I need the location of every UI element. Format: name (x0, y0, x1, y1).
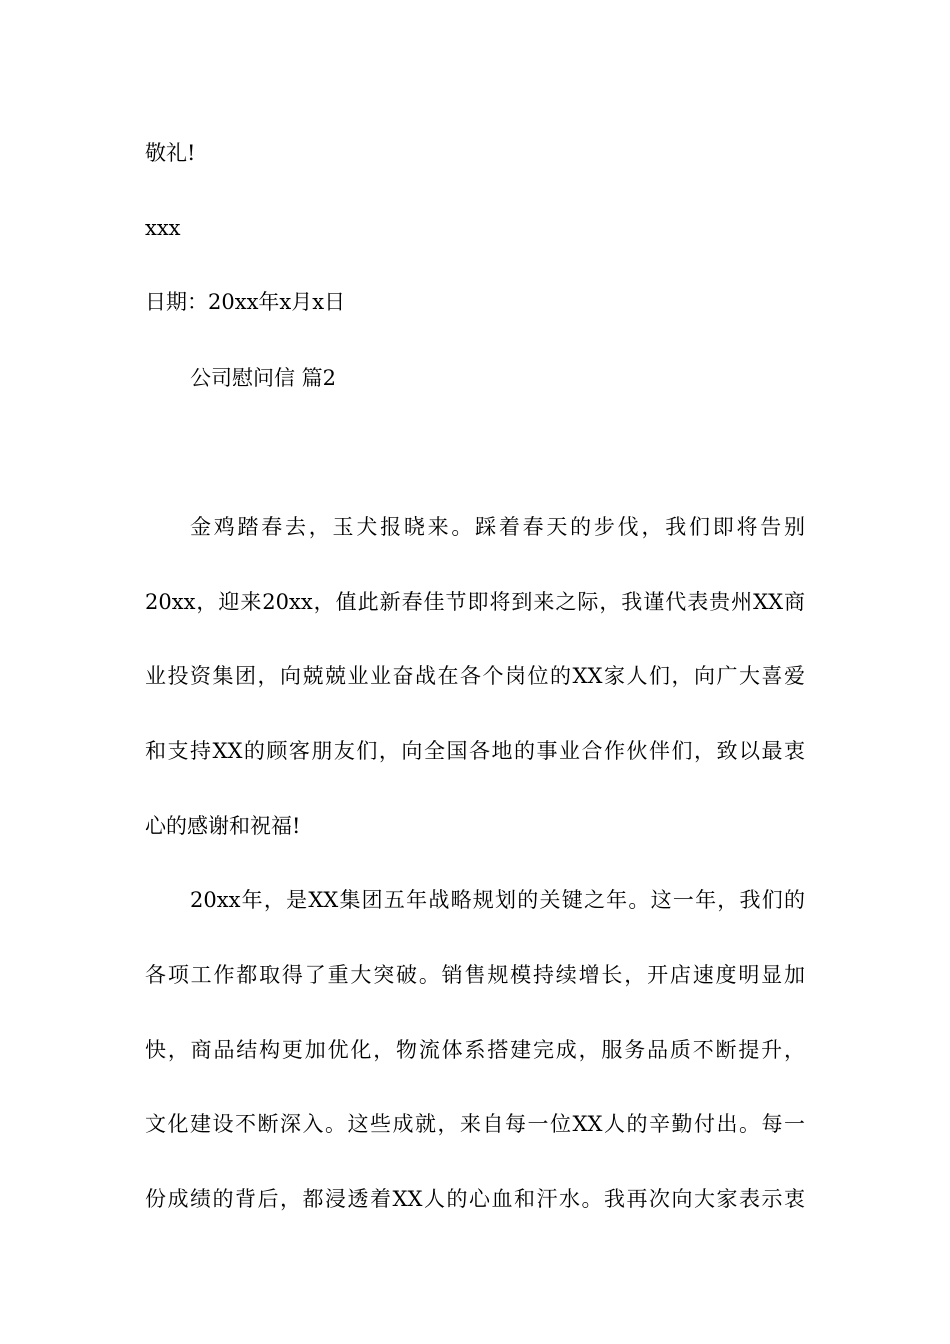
closing-signature: xxx (145, 216, 181, 240)
section-title: 公司慰问信 篇2 (190, 366, 337, 390)
paragraph1-line: 心的感谢和祝福! (145, 814, 301, 838)
paragraph1-line: 金鸡踏春去，玉犬报晓来。踩着春天的步伐，我们即将告别 (190, 515, 805, 539)
paragraph2-line: 份成绩的背后，都浸透着XX人的心血和汗水。我再次向大家表示衷 (145, 1187, 805, 1211)
paragraph2-line: 各项工作都取得了重大突破。销售规模持续增长，开店速度明显加 (145, 963, 805, 987)
paragraph2-line: 快，商品结构更加优化，物流体系搭建完成，服务品质不断提升， (145, 1038, 805, 1062)
paragraph1-line: 业投资集团，向兢兢业业奋战在各个岗位的XX家人们，向广大喜爱 (145, 664, 805, 688)
paragraph2-line: 20xx年，是XX集团五年战略规划的关键之年。这一年，我们的 (190, 888, 805, 912)
paragraph1-line: 20xx，迎来20xx，值此新春佳节即将到来之际，我谨代表贵州XX商 (145, 590, 805, 614)
paragraph2-line: 文化建设不断深入。这些成就，来自每一位XX人的辛勤付出。每一 (145, 1112, 805, 1136)
paragraph1-line: 和支持XX的顾客朋友们，向全国各地的事业合作伙伴们，致以最衷 (145, 739, 805, 763)
closing-salutation: 敬礼! (145, 141, 196, 165)
closing-date: 日期：20xx年x月x日 (145, 290, 346, 314)
